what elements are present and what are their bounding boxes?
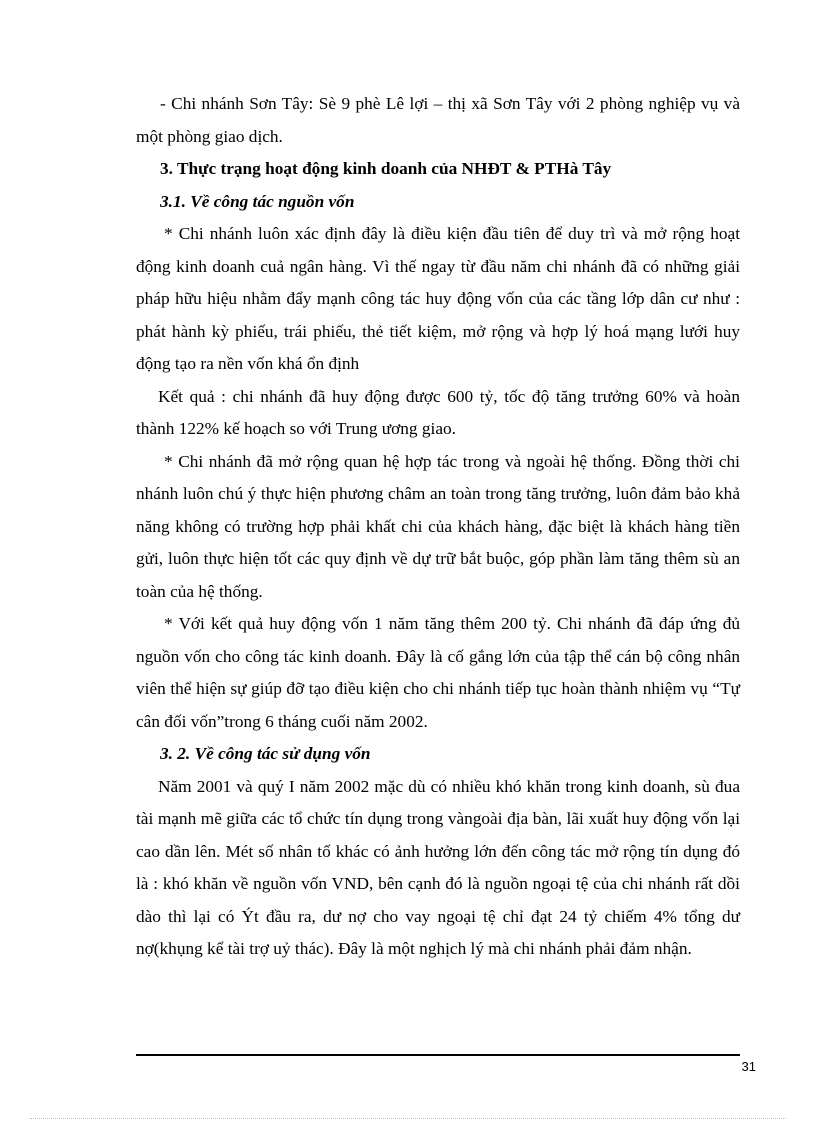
section-heading-3: 3. Thực trạng hoạt động kinh doanh của NHĐT & PTHà Tây <box>160 159 612 178</box>
paragraph-capital-mobilization: * Chi nhánh luôn xác định đây là điều kiện đầu tiên để duy trì và mở rộng hoạt động kinh doanh cuả ngân hàng. Vì thế ngay từ đầu năm chi nhánh đã có những giải pháp hữu hiệu nhằm đẩy mạnh công tác huy động vốn của các tầng lớp dân cư như : phát hành kỳ phiếu, trái phiếu, thẻ tiết kiệm, mở rộng và hợp lý hoá mạng lưới huy động tạo ra nền vốn khá ổn định <box>136 224 740 373</box>
paragraph-results: Kết quả : chi nhánh đã huy động được 600 tỷ, tốc độ tăng trưởng 60% và hoàn thành 122% kế hoạch so với Trung ương giao. <box>136 386 740 438</box>
subsection-heading-3-1: 3.1. Về công tác nguồn vốn <box>160 191 355 211</box>
footer-divider <box>136 1054 740 1056</box>
subsection-heading-3-2: 3. 2. Về công tác sử dụng vốn <box>160 744 371 763</box>
page-bottom-border <box>30 1118 786 1119</box>
document-body <box>136 88 740 966</box>
paragraph-capital-growth: * Với kết quả huy động vốn 1 năm tăng thêm 200 tỷ. Chi nhánh đã đáp ứng đủ nguồn vốn cho công tác kinh doanh. Đây là cố gắng lớn của tập thể cán bộ công nhân viên thể hiện sự giúp đỡ tạo điều kiện cho chi nhánh tiếp tục hoàn thành nhiệm vụ “Tự cân đối vốn”trong 6 tháng cuối năm 2002. <box>136 614 740 731</box>
paragraph-cooperation: * Chi nhánh đã mở rộng quan hệ hợp tác trong và ngoài hệ thống. Đồng thời chi nhánh luôn chú ý thực hiện phương châm an toàn trong tăng trưởng, luôn đảm bảo khả năng không có trường hợp phải khất chi của khách hàng, đặc biệt là khách hàng tiền gửi, luôn thực hiện tốt các quy định về dự trữ bắt buộc, góp phần làm tăng thêm sù an toàn của hệ thống. <box>136 451 740 601</box>
paragraph-branch-son-tay: - Chi nhánh Sơn Tây: Sè 9 phè Lê lợi – thị xã Sơn Tây với 2 phòng nghiệp vụ và một phòng giao dịch. <box>136 94 740 146</box>
page-number: 31 <box>741 1059 756 1074</box>
paragraph-capital-usage: Năm 2001 và quý I năm 2002 mặc dù có nhiều khó khăn trong kinh doanh, sù đua tài mạnh mẽ giữa các tổ chức tín dụng trong vàngoài địa bàn, lãi xuất huy động vốn lại cao dần lên. Mét số nhân tố khác có ảnh hưởng lớn đến công tác mở rộng tín dụng đó là : khó khăn về nguồn vốn VND, bên cạnh đó là nguồn ngoại tệ của chi nhánh rất dồi dào thì lại có Ýt đầu ra, dư nợ cho vay ngoại tệ chỉ đạt 24 tỷ chiếm 4% tổng dư nợ(khụng kể tài trợ uỷ thác). Đây là một nghịch lý mà chi nhánh phải đảm nhận. <box>136 776 740 958</box>
